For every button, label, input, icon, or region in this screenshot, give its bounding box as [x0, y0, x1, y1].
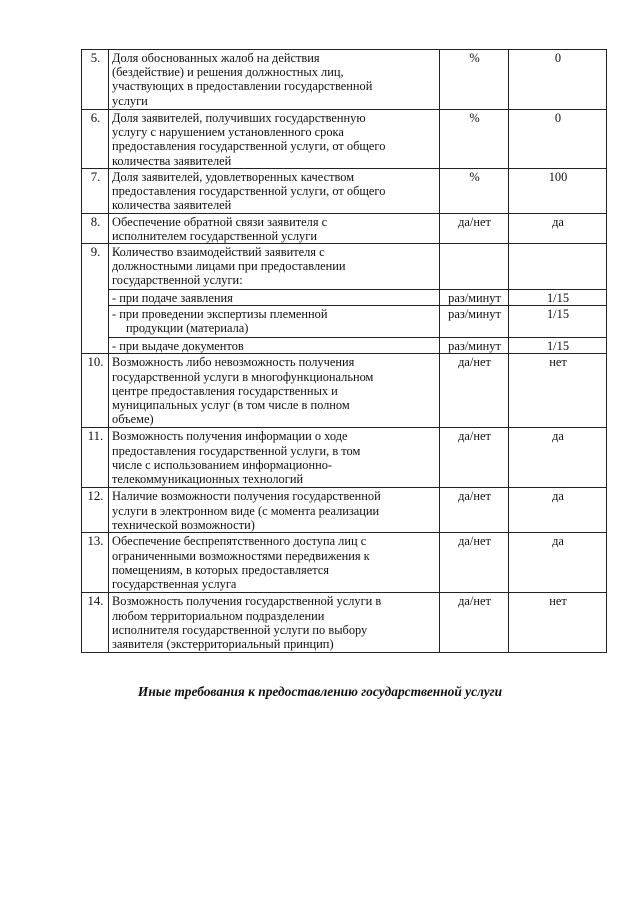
sub-indicator-text-line: - при проведении экспертизы племенной: [112, 307, 328, 322]
unit-cell: [440, 244, 509, 290]
indicator-text-line: Возможность получения информации о ходе: [112, 429, 348, 444]
value-cell: 0: [509, 110, 607, 169]
unit-cell: да/нет: [440, 593, 509, 653]
indicator-text-line: количества заявителей: [112, 153, 232, 168]
table-row: [82, 428, 607, 488]
table-subrow: [82, 290, 607, 306]
indicator-text-line: услуги в электронном виде (с момента реализации: [112, 503, 380, 518]
indicator-text-line: технической возможности): [112, 517, 255, 532]
table-subrow: [82, 338, 607, 354]
indicator-text-line: услуги: [112, 93, 148, 108]
indicator-text-line: центре предоставления государственных и: [112, 383, 338, 398]
table-row: [82, 533, 607, 593]
indicator-text-line: муниципальных услуг (в том числе в полном: [112, 398, 350, 413]
indicator-text-line: предоставления государственной услуги, в том: [112, 443, 361, 458]
unit-cell: раз/минут: [440, 290, 509, 306]
sub-indicator-text-line: продукции (материала): [126, 321, 249, 336]
value-cell: 0: [509, 50, 607, 110]
table-row: [82, 354, 607, 428]
indicator-text: [109, 110, 440, 169]
indicator-text: [109, 213, 440, 243]
indicator-text-line: предоставления государственной услуги, от общего: [112, 184, 386, 199]
unit-cell: раз/минут: [440, 306, 509, 338]
table-row: [82, 169, 607, 214]
value-cell: 1/15: [509, 338, 607, 354]
indicator-text-line: должностными лицами при предоставлении: [112, 259, 346, 274]
table-row: [82, 50, 607, 110]
unit-cell: да/нет: [440, 354, 509, 428]
unit-cell: да/нет: [440, 533, 509, 593]
indicator-text: [109, 354, 440, 428]
indicator-text: [109, 50, 440, 110]
sub-indicator-text: [109, 338, 440, 354]
table-row: [82, 110, 607, 169]
indicator-text: [109, 533, 440, 593]
value-cell: да: [509, 213, 607, 243]
indicators-table: [81, 49, 607, 653]
indicator-text-line: исполнителем государственной услуги: [112, 228, 317, 243]
table-row: [82, 244, 607, 290]
unit-cell: %: [440, 169, 509, 214]
indicator-text-line: предоставления государственной услуги, от общего: [112, 139, 386, 154]
unit-cell: да/нет: [440, 213, 509, 243]
table-row: [82, 488, 607, 533]
sub-indicator-text: [109, 306, 440, 338]
value-cell: 100: [509, 169, 607, 214]
indicator-text-line: ограниченными возможностями передвижения к: [112, 548, 370, 563]
indicator-text-line: Наличие возможности получения государственной: [112, 489, 381, 504]
indicator-text-line: количества заявителей: [112, 198, 232, 213]
value-cell: 1/15: [509, 306, 607, 338]
indicator-text-line: числе с использованием информационно-: [112, 457, 333, 472]
indicator-text-line: участвующих в предоставлении государственной: [112, 79, 373, 94]
indicators-table-body: [82, 50, 607, 653]
indicator-text-line: Доля обоснованных жалоб на действия: [112, 51, 320, 65]
indicator-text-line: Возможность получения государственной услуги в: [112, 594, 382, 609]
indicator-text: [109, 169, 440, 214]
indicator-text-line: Обеспечение беспрепятственного доступа лиц с: [112, 534, 367, 549]
row-number: 14.: [82, 593, 109, 653]
row-number: 11.: [82, 428, 109, 488]
row-number: 7.: [82, 169, 109, 214]
indicator-text-line: заявителя (экстерриториальный принцип): [112, 637, 334, 652]
indicator-text: [109, 244, 440, 290]
indicator-text: [109, 488, 440, 533]
indicator-text-line: государственной услуги:: [112, 273, 243, 288]
unit-cell: %: [440, 110, 509, 169]
section-heading: Иные требования к предоставлению государственной услуги: [137, 684, 503, 699]
indicator-text-line: телекоммуникационных технологий: [112, 472, 304, 487]
indicator-text-line: (бездействие) и решения должностных лиц,: [112, 65, 344, 80]
indicator-text-line: услугу с нарушением установленного срока: [112, 125, 344, 140]
sub-indicator-text-line: - при выдаче документов: [112, 339, 244, 354]
table-subrow: [82, 306, 607, 338]
row-number: 5.: [82, 50, 109, 110]
unit-cell: да/нет: [440, 488, 509, 533]
row-number: 10.: [82, 354, 109, 428]
indicator-text-line: государственная услуга: [112, 577, 237, 592]
row-number: 6.: [82, 110, 109, 169]
indicator-text-line: Количество взаимодействий заявителя с: [112, 245, 325, 260]
unit-cell: раз/минут: [440, 338, 509, 354]
row-number: 9.: [82, 244, 109, 354]
indicator-text-line: Доля заявителей, удовлетворенных качеством: [112, 170, 355, 184]
indicator-text-line: Возможность либо невозможность получения: [112, 355, 355, 370]
unit-cell: %: [440, 50, 509, 110]
value-cell: [509, 244, 607, 290]
row-number: 12.: [82, 488, 109, 533]
indicator-text-line: Доля заявителей, получивших государственную: [112, 111, 366, 125]
value-cell: нет: [509, 354, 607, 428]
value-cell: да: [509, 428, 607, 488]
indicator-text-line: помещениям, в которых предоставляется: [112, 562, 329, 577]
unit-cell: да/нет: [440, 428, 509, 488]
row-number: 13.: [82, 533, 109, 593]
sub-indicator-text: [109, 290, 440, 306]
indicator-text: [109, 428, 440, 488]
value-cell: да: [509, 488, 607, 533]
table-row: [82, 213, 607, 243]
value-cell: да: [509, 533, 607, 593]
table-row: [82, 593, 607, 653]
indicator-text: [109, 593, 440, 653]
sub-indicator-text-line: - при подаче заявления: [112, 291, 233, 306]
indicator-text-line: любом территориальном подразделении: [112, 608, 325, 623]
indicator-text-line: Обеспечение обратной связи заявителя с: [112, 214, 328, 229]
indicator-text-line: исполнителя государственной услуги по выбору: [112, 622, 368, 637]
row-number: 8.: [82, 213, 109, 243]
indicator-text-line: государственной услуги в многофункциональном: [112, 369, 374, 384]
value-cell: нет: [509, 593, 607, 653]
value-cell: 1/15: [509, 290, 607, 306]
indicator-text-line: объеме): [112, 412, 154, 427]
